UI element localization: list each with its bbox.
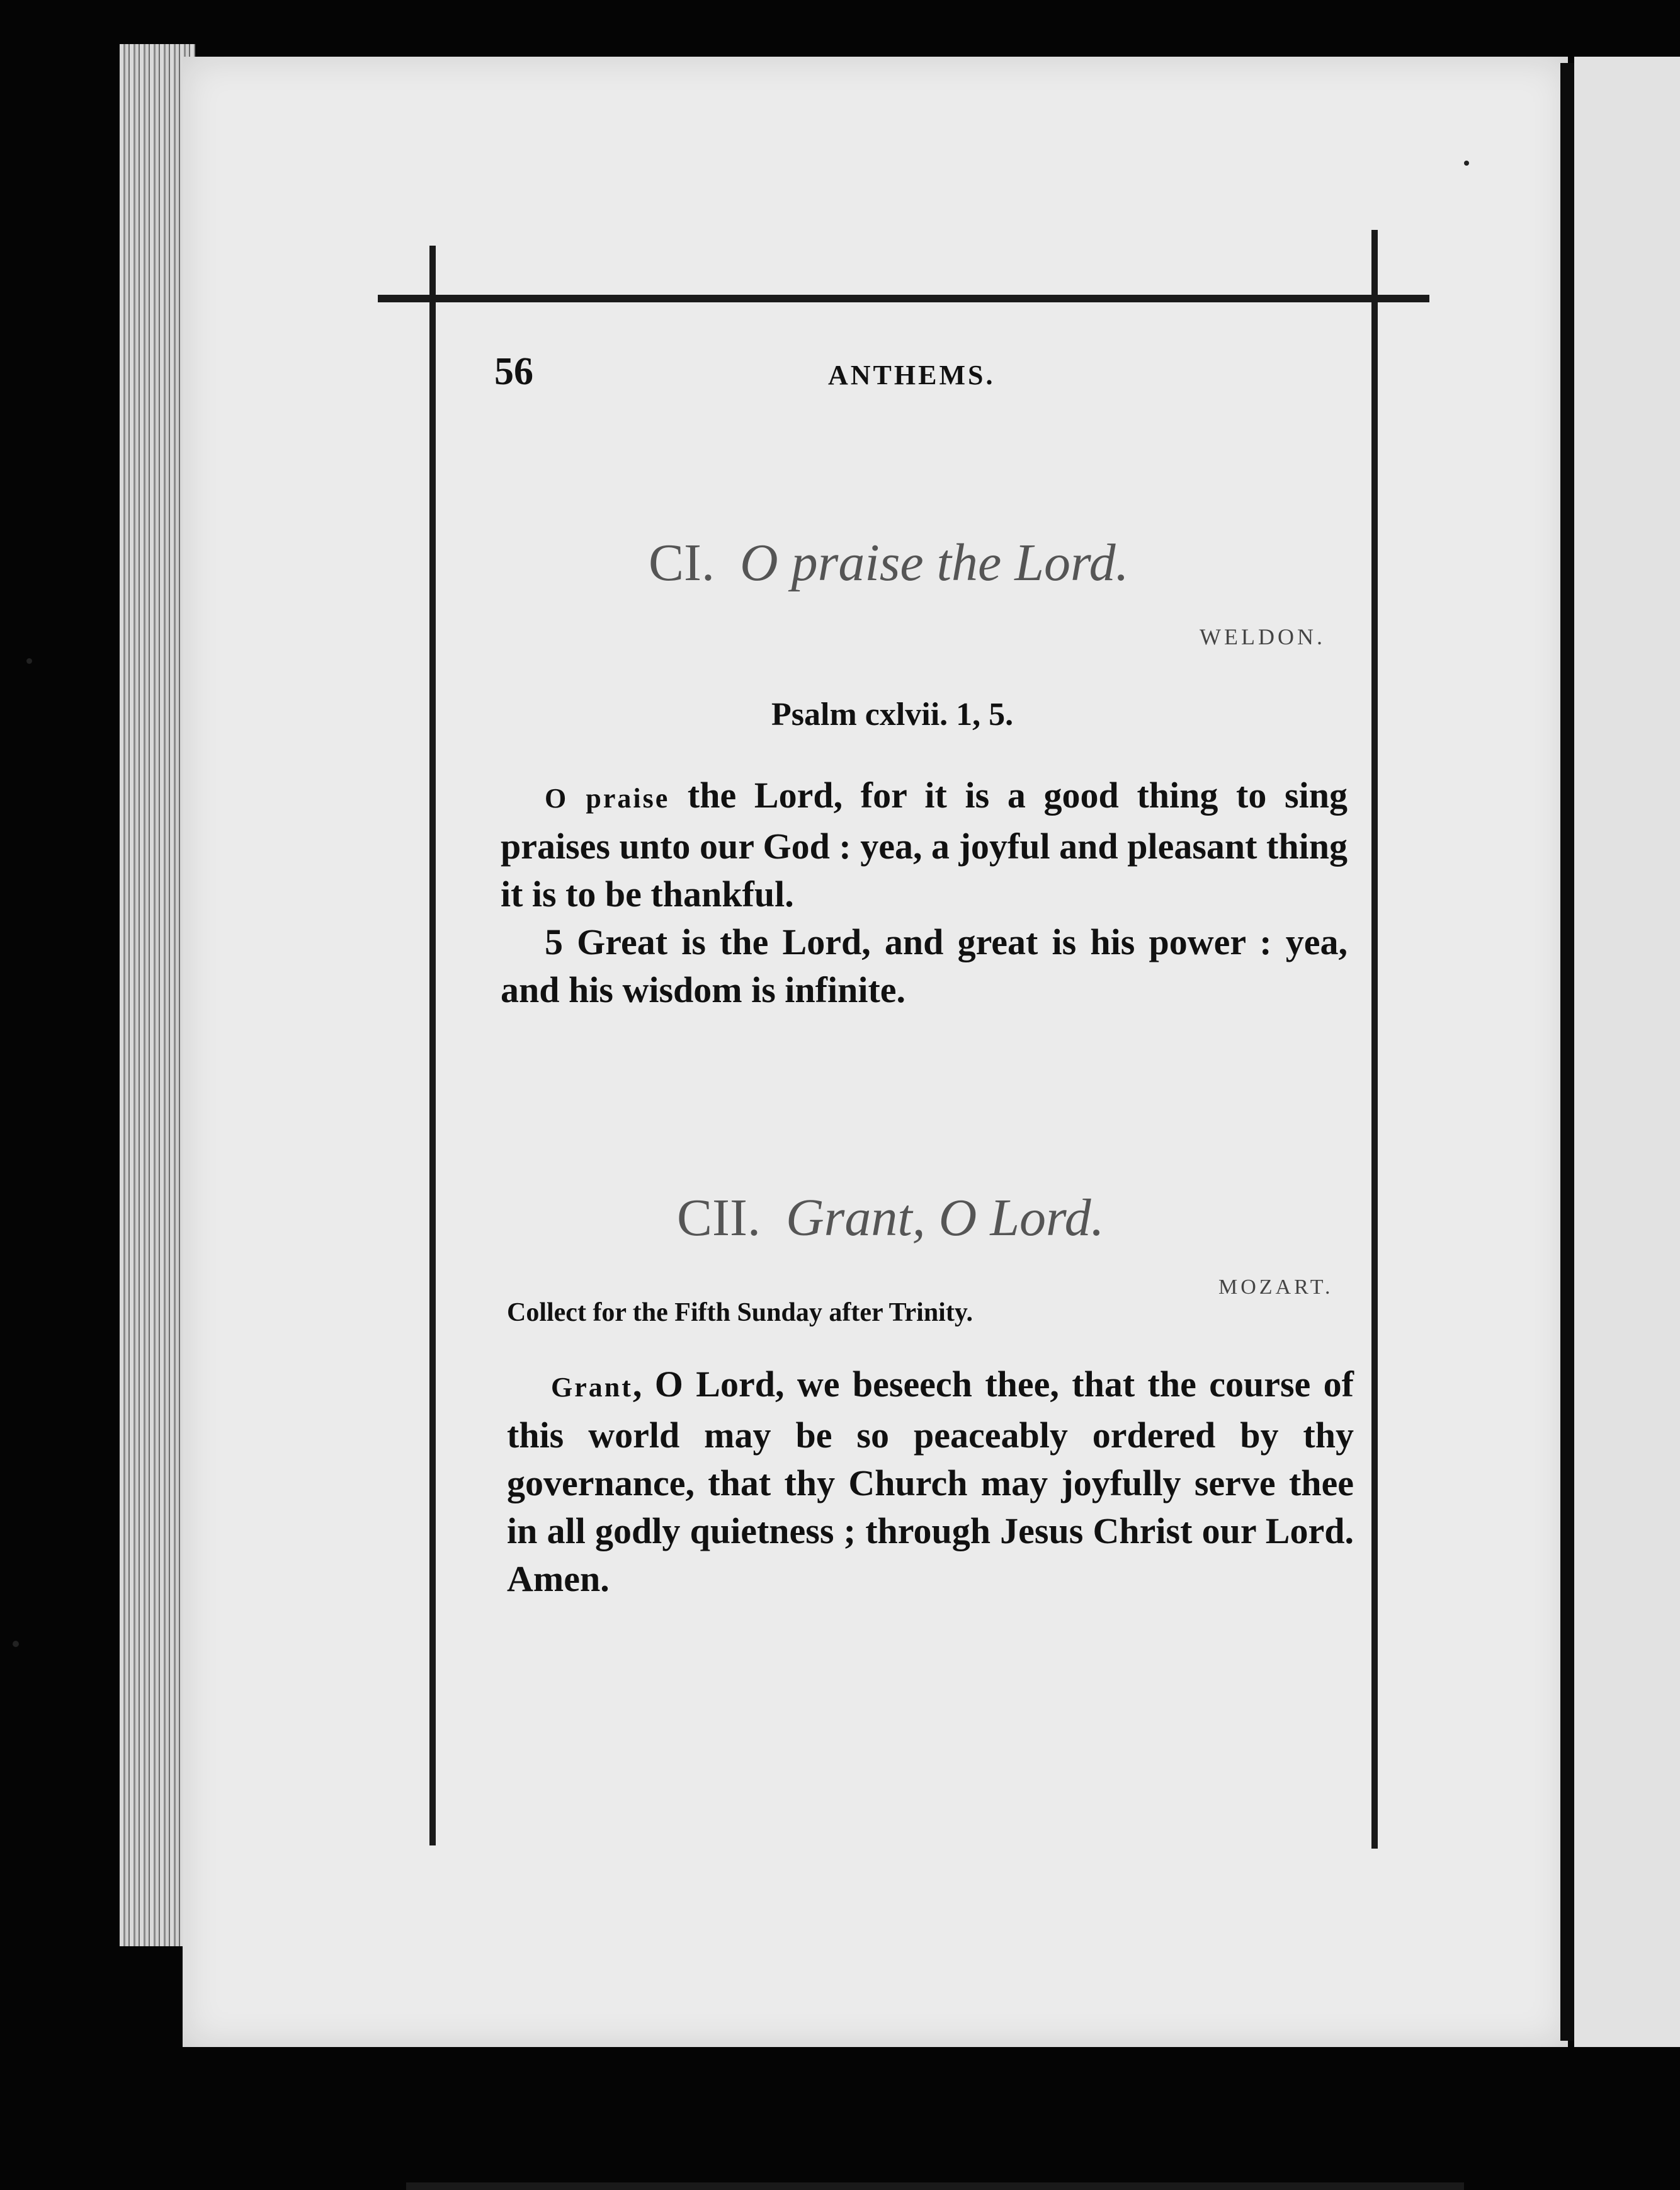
- anthem-name: O praise the Lord.: [740, 533, 1129, 592]
- anthem-text: [507, 1360, 1354, 1603]
- composer-name: MOZART.: [1218, 1275, 1334, 1299]
- right-rule: [1371, 230, 1378, 1849]
- verse: [507, 1360, 1354, 1603]
- verse: [501, 918, 1348, 1014]
- bottom-rule: [406, 2182, 1464, 2190]
- scan-speck: [26, 658, 32, 664]
- scan-speck: [1464, 161, 1469, 166]
- anthem-name: Grant, O Lord.: [785, 1189, 1104, 1247]
- verse-text: the Lord, for it is a good thing to sing praises unto our God : yea, a joyful and pleasant thing it is to be thankful.: [501, 775, 1348, 915]
- anthem-text: [501, 772, 1348, 1014]
- scan-speck: [13, 1641, 19, 1647]
- anthem-number: CII.: [677, 1189, 761, 1247]
- running-head: ANTHEMS.: [828, 360, 996, 391]
- top-rule: [378, 295, 1429, 302]
- page-number: 56: [494, 350, 533, 393]
- scripture-source: Psalm cxlvii. 1, 5.: [771, 697, 1014, 733]
- verse-lead: O praise: [545, 783, 670, 814]
- anthem-title: [649, 532, 1129, 593]
- book-gutter: [1560, 63, 1574, 2041]
- book-page: [183, 57, 1568, 2047]
- facing-page: [1574, 57, 1680, 2047]
- anthem-title: [677, 1187, 1104, 1248]
- verse-text: 5 Great is the Lord, and great is his power : yea, and his wisdom is infinite.: [501, 921, 1348, 1010]
- left-rule: [429, 246, 436, 1845]
- collect-source: Collect for the Fifth Sunday after Trinity.: [507, 1298, 973, 1327]
- verse-text: , O Lord, we beseech thee, that the course of this world may be so peaceably ordered by thy governance, that thy Church may joyfully serve thee in all godly quietness ; through Jesus Christ our Lord. Amen.: [507, 1364, 1354, 1599]
- composer-name: WELDON.: [1200, 624, 1325, 649]
- anthem-number: CI.: [649, 533, 715, 592]
- verse-lead: Grant: [551, 1372, 633, 1403]
- verse: [501, 772, 1348, 918]
